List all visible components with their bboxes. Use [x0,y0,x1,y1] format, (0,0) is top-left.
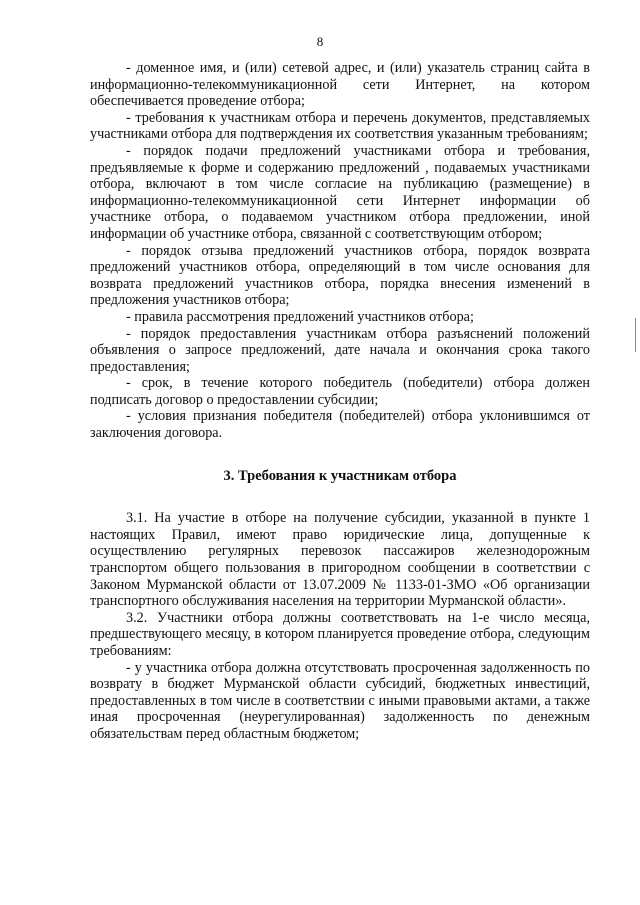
clause-3-2-item-debt: - у участника отбора должна отсутствовать просроченная задолженность по возврату в бюджет Мурманской области субсидий, бюджетных инвестиций, предоставленных в том числе в соответствии с иными правовыми актами, а также иная просроченная (неурегулированная) задолженность по денежным обязательствам перед областным бюджетом; [90,659,590,742]
list-item-withdrawal-order: - порядок отзыва предложений участников отбора, порядок возврата предложений участников отбора, определяющий в том числе основания для возврата предложений участников отбора, порядка внесения изменений в предложения участников отбора; [90,242,590,309]
list-item-submission-order: - порядок подачи предложений участниками отбора и требования, предъявляемые к форме и содержанию предложений , подаваемых участниками отбора, включают в том числе согласие на публикацию (размещение) в информационно-телекоммуникационной сети Интернет информации об участнике отбора, о подаваемом участником отбора предложении, иной информации об участнике отбора, связанной с соответствующим отбором; [90,142,590,242]
page-number: 8 [316,34,324,49]
list-item-domain: - доменное имя, и (или) сетевой адрес, и (или) указатель страниц сайта в информационно-телекоммуникационной сети Интернет, на котором обеспечивается проведение отбора; [90,60,590,110]
list-item-requirements: - требования к участникам отбора и перечень документов, представляемых участниками отбора для подтверждения их соответствия указанным требованиям; [90,109,590,143]
clause-3-1: 3.1. На участие в отборе на получение субсидии, указанной в пункте 1 настоящих Правил, имеют право юридические лица, допущенные к осуществлению регулярных перевозок пассажиров железнодорожным транспортом общего пользования в пригородном сообщении в соответствии с Законом Мурманской области от 13.07.2009 № 1133-01-ЗМО «Об организации транспортного обслуживания населения на территории Мурманской области». [90,510,590,610]
list-item-signing-deadline: - срок, в течение которого победитель (победители) отбора должен подписать договор о предоставлении субсидии; [90,375,590,408]
list-item-review-rules: - правила рассмотрения предложений участников отбора; [126,308,474,325]
list-item-evasion-conditions: - условия признания победителя (победителей) отбора уклонившимся от заключения договора. [90,408,590,442]
section-heading: 3. Требования к участникам отбора [223,467,457,484]
list-item-clarifications: - порядок предоставления участникам отбора разъяснений положений объявления о запросе предложений, дате начала и окончания срока такого предоставления; [90,325,590,375]
clause-3-2: 3.2. Участники отбора должны соответствовать на 1-е число месяца, предшествующего месяцу, в котором планируется проведение отбора, следующим требованиям: [90,609,590,659]
document-body [90,60,590,743]
scan-edge-mark [635,318,636,352]
